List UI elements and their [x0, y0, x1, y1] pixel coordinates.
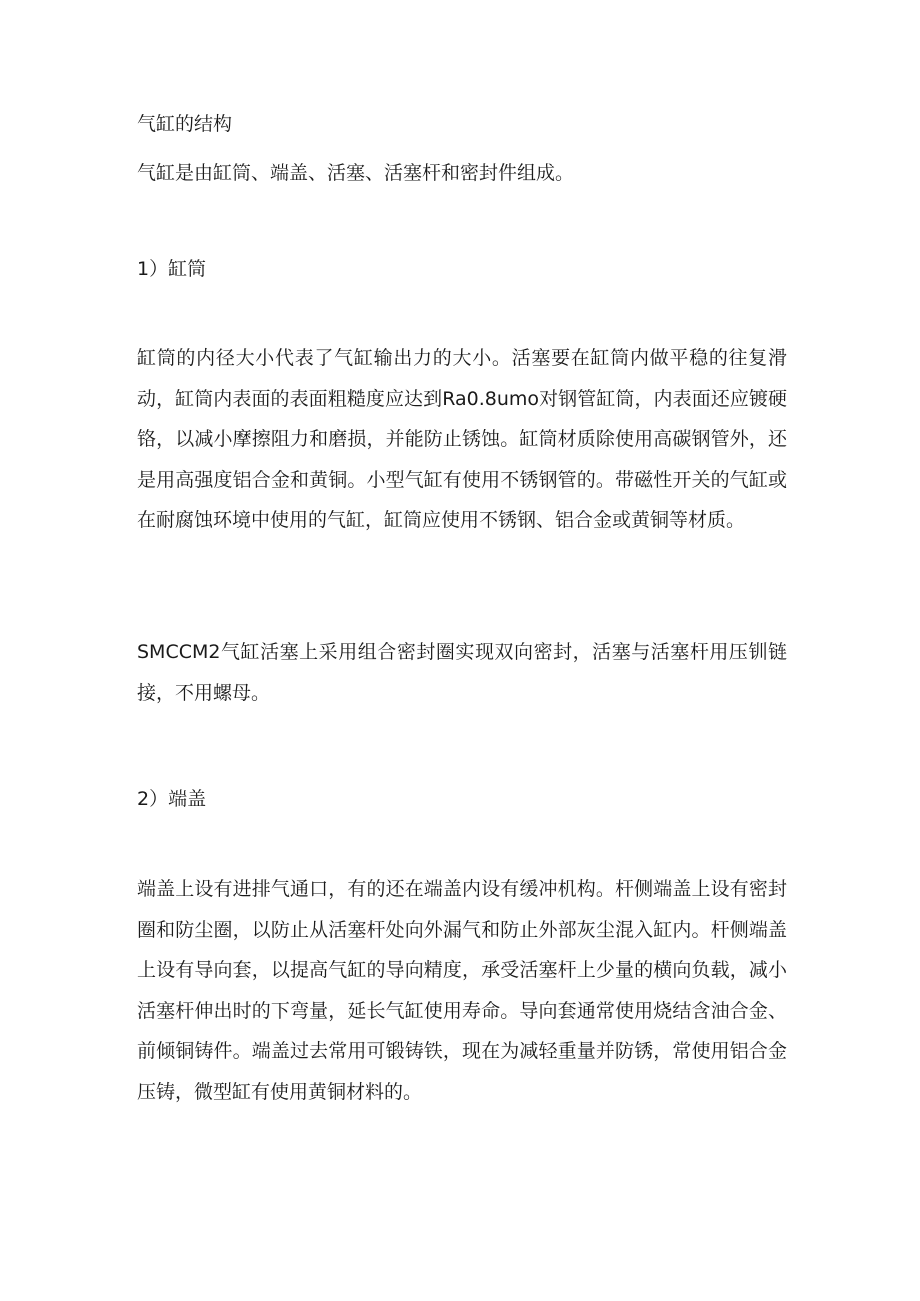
section-heading-cylinder-barrel: 1）缸筒: [137, 258, 207, 280]
intro-text: 气缸是由缸筒、端盖、活塞、活塞杆和密封件组成。: [137, 162, 575, 184]
section-heading-end-cover: 2）端盖: [137, 788, 207, 810]
document-title: 气缸的结构: [137, 113, 233, 135]
cylinder-barrel-paragraph: 缸筒的内径大小代表了气缸输出力的大小。活塞要在缸筒内做平稳的往复滑动，缸筒内表面的表面粗糙度应达到Ra0.8umo对钢管缸筒，内表面还应镀硬铬，以减小摩擦阻力和磨损，并能防止锈蚀。缸筒材质除使用高碳钢管外，还是用高强度铝合金和黄铜。小型气缸有使用不锈钢管的。带磁性开关的气缸或在耐腐蚀环境中使用的气缸，缸筒应使用不锈钢、铝合金或黄铜等材质。: [137, 347, 787, 532]
end-cover-paragraph: 端盖上设有进排气通口，有的还在端盖内设有缓冲机构。杆侧端盖上设有密封圈和防尘圈，以防止从活塞杆处向外漏气和防止外部灰尘混入缸内。杆侧端盖上设有导向套，以提高气缸的导向精度，承受活塞杆上少量的横向负载，减小活塞杆伸出时的下弯量，延长气缸使用寿命。导向套通常使用烧结含油合金、前倾铜铸件。端盖过去常用可锻铸铁，现在为减轻重量并防锈，常使用铝合金压铸，微型缸有使用黄铜材料的。: [137, 878, 787, 1103]
piston-seal-paragraph: SMCCM2气缸活塞上采用组合密封圈实现双向密封，活塞与活塞杆用压钏链接，不用螺母。: [137, 641, 787, 704]
